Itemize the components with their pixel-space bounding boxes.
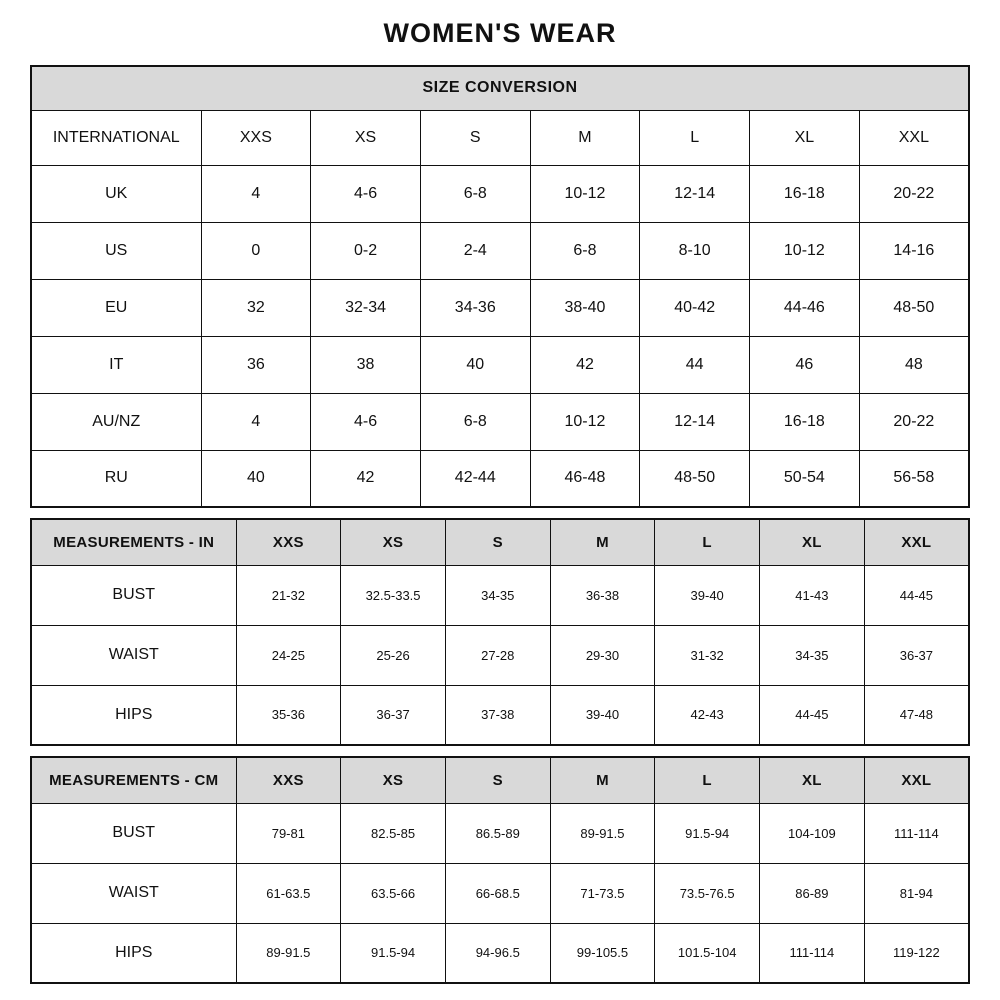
size-value-cell: 46	[750, 336, 860, 393]
measurement-value-cell: 36-38	[550, 565, 655, 625]
measurement-value-cell: 89-91.5	[550, 803, 655, 863]
row-label-cell: UK	[31, 165, 201, 222]
size-value-cell: 56-58	[859, 450, 969, 507]
page-title: WOMEN'S WEAR	[383, 18, 617, 48]
size-value-cell: 40	[420, 336, 530, 393]
row-label-cell: WAIST	[31, 863, 236, 923]
measurement-value-cell: 91.5-94	[341, 923, 446, 983]
measurement-value-cell: 79-81	[236, 803, 341, 863]
measurement-value-cell: 47-48	[864, 685, 969, 745]
table-row	[31, 165, 969, 222]
measurement-value-cell: 86-89	[760, 863, 865, 923]
measurement-value-cell: 21-32	[236, 565, 341, 625]
size-value-cell: 36	[201, 336, 311, 393]
size-value-cell: 40	[201, 450, 311, 507]
size-value-cell: 20-22	[859, 165, 969, 222]
size-value-cell: 44-46	[750, 279, 860, 336]
size-value-cell: 46-48	[530, 450, 640, 507]
size-value-cell: 8-10	[640, 222, 750, 279]
table-row	[31, 803, 969, 863]
size-value-cell: 10-12	[750, 222, 860, 279]
table-row	[31, 393, 969, 450]
size-value-cell: 48	[859, 336, 969, 393]
measurement-value-cell: 61-63.5	[236, 863, 341, 923]
column-header-cell: M	[530, 110, 640, 165]
size-value-cell: 6-8	[530, 222, 640, 279]
column-header-cell: L	[655, 519, 760, 565]
size-value-cell: 16-18	[750, 165, 860, 222]
column-header-cell: XXL	[859, 110, 969, 165]
column-header-cell: XXL	[864, 757, 969, 803]
row-label-cell: BUST	[31, 565, 236, 625]
measurement-value-cell: 39-40	[550, 685, 655, 745]
table-row	[31, 625, 969, 685]
column-header-cell: XL	[760, 757, 865, 803]
column-header-cell: L	[640, 110, 750, 165]
column-header-cell: S	[420, 110, 530, 165]
measurement-value-cell: 34-35	[445, 565, 550, 625]
measurement-value-cell: 89-91.5	[236, 923, 341, 983]
measurement-value-cell: 99-105.5	[550, 923, 655, 983]
size-value-cell: 48-50	[859, 279, 969, 336]
measurement-value-cell: 36-37	[341, 685, 446, 745]
measurement-value-cell: 66-68.5	[445, 863, 550, 923]
column-header-cell: XL	[760, 519, 865, 565]
size-value-cell: 12-14	[640, 165, 750, 222]
measurements-in-table	[30, 518, 970, 746]
row-label-cell: WAIST	[31, 625, 236, 685]
measurements-in-header-row	[31, 519, 969, 565]
size-value-cell: 16-18	[750, 393, 860, 450]
size-value-cell: 40-42	[640, 279, 750, 336]
size-value-cell: 34-36	[420, 279, 530, 336]
measurement-value-cell: 37-38	[445, 685, 550, 745]
measurement-value-cell: 91.5-94	[655, 803, 760, 863]
size-value-cell: 4	[201, 165, 311, 222]
size-chart-page	[30, 0, 970, 984]
size-value-cell: 32-34	[311, 279, 421, 336]
measurements-cm-header-row	[31, 757, 969, 803]
measurement-value-cell: 35-36	[236, 685, 341, 745]
table-row	[31, 336, 969, 393]
column-header-cell: M	[550, 757, 655, 803]
table-row	[31, 450, 969, 507]
size-value-cell: 38-40	[530, 279, 640, 336]
column-header-cell: XXS	[236, 519, 341, 565]
measurement-value-cell: 101.5-104	[655, 923, 760, 983]
size-value-cell: 50-54	[750, 450, 860, 507]
measurement-value-cell: 29-30	[550, 625, 655, 685]
measurement-value-cell: 119-122	[864, 923, 969, 983]
row-label-cell: IT	[31, 336, 201, 393]
size-value-cell: 42	[311, 450, 421, 507]
measurement-value-cell: 44-45	[864, 565, 969, 625]
column-header-cell: XS	[341, 757, 446, 803]
size-value-cell: 10-12	[530, 165, 640, 222]
measurement-value-cell: 71-73.5	[550, 863, 655, 923]
measurement-value-cell: 111-114	[760, 923, 865, 983]
table-row	[31, 685, 969, 745]
table-title-cell: MEASUREMENTS - CM	[31, 757, 236, 803]
column-header-cell: L	[655, 757, 760, 803]
row-label-cell: RU	[31, 450, 201, 507]
size-value-cell: 42-44	[420, 450, 530, 507]
size-value-cell: 0	[201, 222, 311, 279]
measurement-value-cell: 27-28	[445, 625, 550, 685]
measurement-value-cell: 86.5-89	[445, 803, 550, 863]
measurement-value-cell: 34-35	[760, 625, 865, 685]
size-value-cell: 4-6	[311, 393, 421, 450]
size-value-cell: 12-14	[640, 393, 750, 450]
size-value-cell: 0-2	[311, 222, 421, 279]
column-header-cell: INTERNATIONAL	[31, 110, 201, 165]
measurement-value-cell: 42-43	[655, 685, 760, 745]
row-label-cell: US	[31, 222, 201, 279]
size-value-cell: 4	[201, 393, 311, 450]
column-header-cell: XXS	[236, 757, 341, 803]
measurements-cm-table	[30, 756, 970, 984]
size-value-cell: 32	[201, 279, 311, 336]
table-row	[31, 565, 969, 625]
table-row	[31, 222, 969, 279]
row-label-cell: BUST	[31, 803, 236, 863]
table-row	[31, 863, 969, 923]
size-conversion-header: SIZE CONVERSION	[31, 66, 969, 110]
size-value-cell: 10-12	[530, 393, 640, 450]
size-value-cell: 6-8	[420, 165, 530, 222]
measurement-value-cell: 81-94	[864, 863, 969, 923]
row-label-cell: AU/NZ	[31, 393, 201, 450]
size-value-cell: 4-6	[311, 165, 421, 222]
measurement-value-cell: 82.5-85	[341, 803, 446, 863]
column-header-cell: XS	[341, 519, 446, 565]
row-label-cell: HIPS	[31, 923, 236, 983]
size-value-cell: 2-4	[420, 222, 530, 279]
measurement-value-cell: 111-114	[864, 803, 969, 863]
column-header-cell: S	[445, 519, 550, 565]
column-header-cell: M	[550, 519, 655, 565]
measurement-value-cell: 25-26	[341, 625, 446, 685]
size-value-cell: 48-50	[640, 450, 750, 507]
size-value-cell: 42	[530, 336, 640, 393]
size-value-cell: 38	[311, 336, 421, 393]
column-header-cell: XXL	[864, 519, 969, 565]
row-label-cell: EU	[31, 279, 201, 336]
measurement-value-cell: 63.5-66	[341, 863, 446, 923]
table-title-cell: MEASUREMENTS - IN	[31, 519, 236, 565]
table-row	[31, 923, 969, 983]
size-conversion-column-header-row	[31, 110, 969, 165]
column-header-cell: S	[445, 757, 550, 803]
measurement-value-cell: 44-45	[760, 685, 865, 745]
measurement-value-cell: 36-37	[864, 625, 969, 685]
measurement-value-cell: 24-25	[236, 625, 341, 685]
table-row	[31, 279, 969, 336]
column-header-cell: XL	[750, 110, 860, 165]
measurement-value-cell: 104-109	[760, 803, 865, 863]
measurement-value-cell: 94-96.5	[445, 923, 550, 983]
size-value-cell: 6-8	[420, 393, 530, 450]
column-header-cell: XS	[311, 110, 421, 165]
measurement-value-cell: 41-43	[760, 565, 865, 625]
size-value-cell: 20-22	[859, 393, 969, 450]
measurement-value-cell: 39-40	[655, 565, 760, 625]
measurement-value-cell: 32.5-33.5	[341, 565, 446, 625]
column-header-cell: XXS	[201, 110, 311, 165]
measurement-value-cell: 31-32	[655, 625, 760, 685]
size-value-cell: 14-16	[859, 222, 969, 279]
row-label-cell: HIPS	[31, 685, 236, 745]
size-conversion-table	[30, 65, 970, 508]
measurement-value-cell: 73.5-76.5	[655, 863, 760, 923]
size-value-cell: 44	[640, 336, 750, 393]
